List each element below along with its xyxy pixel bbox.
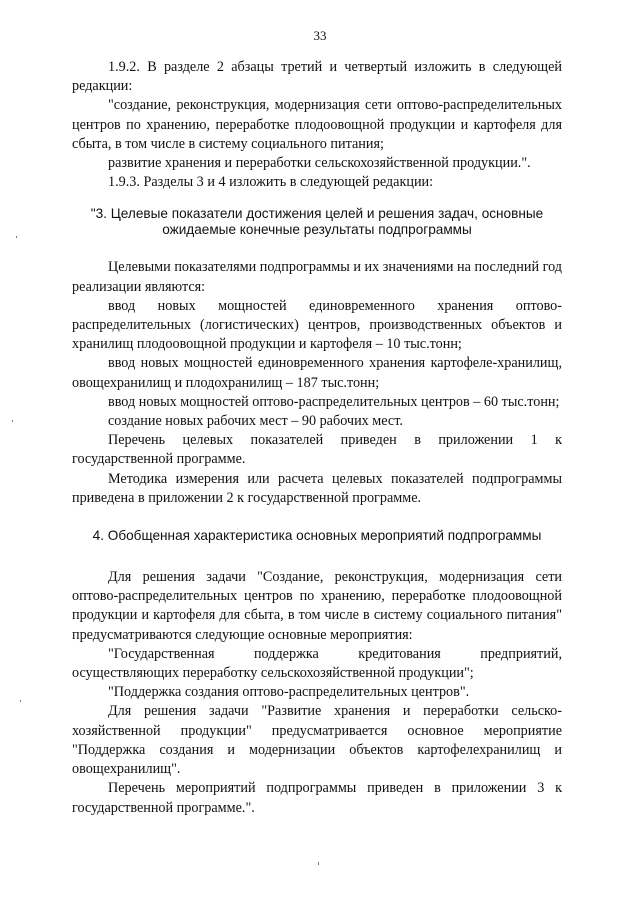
section-4-paragraph: "Государственная поддержка кредитования предприятий, осуществляющих переработку сельскохозяйственной продукции"; <box>72 645 562 682</box>
quoted-paragraph-creation: "создание, реконструкция, модернизация сети оптово-распределительных центров по хранению, переработке плодоовощной продукции и картофеля для сбыта, в том числе в систему социального питания; <box>72 97 562 152</box>
section-3-heading: "3. Целевые показатели достижения целей и решения задач, основные ожидаемые конечные результаты подпрограммы <box>90 206 544 238</box>
section-4-heading: 4. Обобщенная характеристика основных мероприятий подпрограммы <box>92 528 542 544</box>
section-3-paragraph: Целевыми показателями подпрограммы и их значениями на последний год реализации являются: <box>72 259 562 295</box>
section-3-paragraph: Перечень целевых показателей приведен в приложении 1 к государственной программе. <box>72 432 562 468</box>
section-4-paragraph: "Поддержка создания оптово-распределительных центров". <box>108 684 470 701</box>
section-4-paragraph: Для решения задачи "Развитие хранения и переработки сельско-хозяйственной продукции" предусматривается основное мероприятие "Поддержка создания и модернизации объектов картофелехранилищ и овощехранилищ". <box>72 703 562 778</box>
page-number: 33 <box>313 28 327 43</box>
section-3-paragraph: ввод новых мощностей единовременного хранения оптово-распределительных (логистических) центров, производственных объектов и хранилищ плодоовощной продукции и картофеля – 10 тыс.тонн; <box>72 297 562 353</box>
scan-speck <box>12 420 13 422</box>
document-body <box>72 58 562 818</box>
section-3-paragraph: Методика измерения или расчета целевых показателей подпрограммы приведена в приложении 2 к государственной программе. <box>72 470 562 506</box>
section-4-paragraph: Для решения задачи "Создание, реконструкция, модернизация сети оптово-распределительных центров по хранению, переработке плодоовощной продукции и картофеля для сбыта, в том числе в систему социального питания" предусматриваются следующие основные мероприятия: <box>72 569 562 643</box>
quoted-paragraph-development: развитие хранения и переработки сельскохозяйственной продукции.". <box>108 155 531 172</box>
paragraph-1-9-3: 1.9.3. Разделы 3 и 4 изложить в следующей редакции: <box>108 174 434 191</box>
scan-speck <box>20 700 21 702</box>
scan-speck <box>16 236 17 238</box>
scan-speck <box>318 862 319 865</box>
section-3-paragraph: создание новых рабочих мест – 90 рабочих мест. <box>108 413 403 430</box>
section-3-paragraph: ввод новых мощностей оптово-распределительных центров – 60 тыс.тонн; <box>108 393 560 410</box>
section-3-paragraph: ввод новых мощностей единовременного хранения картофеле-хранилищ, овощехранилищ и плодохранилищ – 187 тыс.тонн; <box>72 355 562 391</box>
section-4-paragraph: Перечень мероприятий подпрограммы приведен в приложении 3 к государственной программе.". <box>72 780 562 816</box>
paragraph-1-9-2: 1.9.2. В разделе 2 абзацы третий и четвертый изложить в следующей редакции: <box>72 59 562 95</box>
